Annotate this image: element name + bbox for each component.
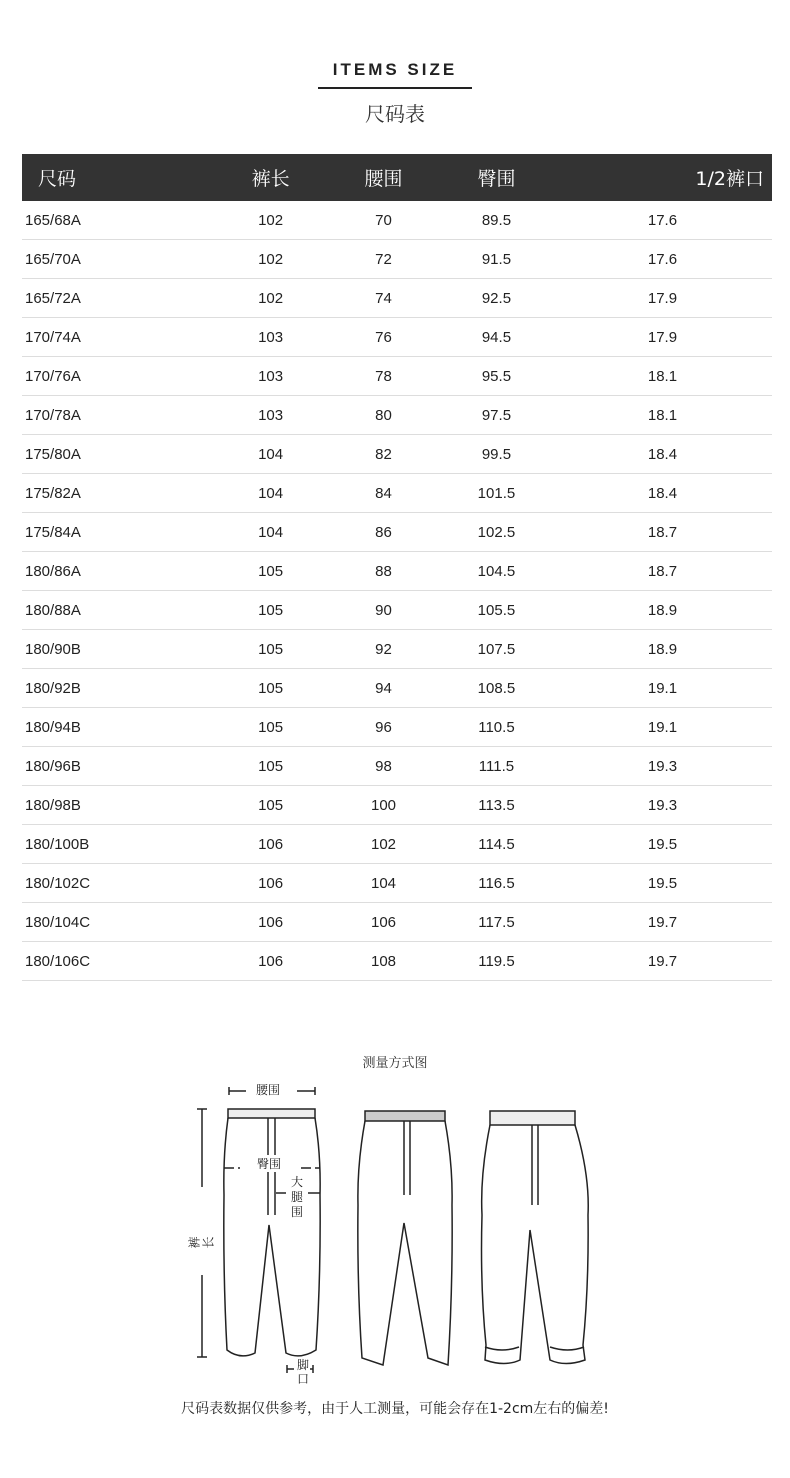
label-hem: 脚口: [297, 1358, 310, 1386]
table-cell: 74: [327, 279, 440, 318]
table-cell: 117.5: [440, 903, 553, 942]
diagram-title: 测量方式图: [362, 1056, 428, 1071]
table-cell: 18.9: [553, 630, 772, 669]
table-cell: 106: [214, 942, 327, 981]
col-size: 尺码: [38, 168, 77, 190]
table-row: [22, 864, 772, 903]
table-cell: 105: [214, 669, 327, 708]
table-cell: 92.5: [440, 279, 553, 318]
table-row: [22, 240, 772, 279]
table-cell: 97.5: [440, 396, 553, 435]
table-cell: 108: [327, 942, 440, 981]
col-hem: 1/2裤口: [695, 168, 764, 190]
table-cell: 95.5: [440, 357, 553, 396]
table-cell: 96: [327, 708, 440, 747]
table-row: [22, 942, 772, 981]
table-cell: 102: [214, 279, 327, 318]
table-cell: 19.3: [553, 747, 772, 786]
table-cell: 103: [214, 318, 327, 357]
table-cell: 17.9: [553, 279, 772, 318]
table-cell: 103: [214, 357, 327, 396]
table-cell: 180/96B: [22, 747, 214, 786]
pants-front: [358, 1111, 452, 1365]
table-cell: 180/92B: [22, 669, 214, 708]
table-cell: 105: [214, 630, 327, 669]
table-cell: 18.1: [553, 396, 772, 435]
col-hip: 臀围: [477, 168, 516, 190]
table-cell: 100: [327, 786, 440, 825]
title-en: ITEMS SIZE: [332, 60, 458, 79]
table-row: [22, 591, 772, 630]
table-row: [22, 201, 772, 240]
table-cell: 70: [327, 201, 440, 240]
pants-front-measured: [224, 1109, 320, 1373]
table-cell: 170/76A: [22, 357, 214, 396]
table-row: [22, 747, 772, 786]
table-cell: 104: [214, 474, 327, 513]
table-row: [22, 669, 772, 708]
col-length: 裤长: [251, 168, 290, 190]
table-cell: 19.1: [553, 708, 772, 747]
table-cell: 110.5: [440, 708, 553, 747]
table-cell: 18.1: [553, 357, 772, 396]
table-row: [22, 552, 772, 591]
label-thigh: 大腿围: [291, 1175, 304, 1219]
label-hip: 臀围: [257, 1157, 282, 1171]
table-cell: 72: [327, 240, 440, 279]
table-cell: 18.7: [553, 513, 772, 552]
table-cell: 105: [214, 786, 327, 825]
table-cell: 180/100B: [22, 825, 214, 864]
table-cell: 88: [327, 552, 440, 591]
table-cell: 82: [327, 435, 440, 474]
table-cell: 104: [327, 864, 440, 903]
table-cell: 180/102C: [22, 864, 214, 903]
table-cell: 105: [214, 591, 327, 630]
table-cell: 89.5: [440, 201, 553, 240]
table-cell: 101.5: [440, 474, 553, 513]
table-row: [22, 279, 772, 318]
table-cell: 106: [327, 903, 440, 942]
table-cell: 19.7: [553, 903, 772, 942]
table-row: [22, 903, 772, 942]
table-cell: 84: [327, 474, 440, 513]
table-cell: 18.4: [553, 435, 772, 474]
col-waist: 腰围: [364, 168, 403, 190]
title-divider: [318, 87, 472, 89]
table-cell: 180/106C: [22, 942, 214, 981]
table-cell: 105: [214, 747, 327, 786]
table-cell: 106: [214, 825, 327, 864]
table-cell: 175/80A: [22, 435, 214, 474]
table-cell: 19.5: [553, 864, 772, 903]
table-cell: 19.1: [553, 669, 772, 708]
table-cell: 119.5: [440, 942, 553, 981]
table-cell: 76: [327, 318, 440, 357]
table-cell: 105: [214, 552, 327, 591]
table-cell: 17.6: [553, 240, 772, 279]
table-row: [22, 513, 772, 552]
title-cn: 尺码表: [365, 102, 425, 126]
table-cell: 78: [327, 357, 440, 396]
pants-diagram: [180, 1075, 620, 1375]
table-cell: 165/70A: [22, 240, 214, 279]
table-cell: 105.5: [440, 591, 553, 630]
table-row: [22, 357, 772, 396]
table-cell: 102: [327, 825, 440, 864]
table-cell: 104: [214, 513, 327, 552]
length-arrow: [197, 1109, 207, 1357]
table-cell: 116.5: [440, 864, 553, 903]
pants-back: [482, 1111, 589, 1364]
table-cell: 91.5: [440, 240, 553, 279]
table-cell: 19.3: [553, 786, 772, 825]
table-cell: 92: [327, 630, 440, 669]
table-row: [22, 825, 772, 864]
table-cell: 102: [214, 201, 327, 240]
table-row: [22, 786, 772, 825]
table-row: [22, 396, 772, 435]
table-cell: 19.5: [553, 825, 772, 864]
table-cell: 106: [214, 903, 327, 942]
table-cell: 104.5: [440, 552, 553, 591]
table-row: [22, 708, 772, 747]
table-cell: 107.5: [440, 630, 553, 669]
table-row: [22, 435, 772, 474]
table-cell: 114.5: [440, 825, 553, 864]
table-cell: 98: [327, 747, 440, 786]
size-table: [22, 154, 772, 981]
table-cell: 180/90B: [22, 630, 214, 669]
table-header: [22, 154, 772, 201]
table-cell: 165/68A: [22, 201, 214, 240]
label-waist: 腰围: [256, 1083, 281, 1097]
table-cell: 180/94B: [22, 708, 214, 747]
table-cell: 180/104C: [22, 903, 214, 942]
table-cell: 175/84A: [22, 513, 214, 552]
table-row: [22, 318, 772, 357]
table-cell: 103: [214, 396, 327, 435]
table-cell: 102.5: [440, 513, 553, 552]
table-cell: 170/74A: [22, 318, 214, 357]
table-cell: 17.6: [553, 201, 772, 240]
table-cell: 113.5: [440, 786, 553, 825]
table-cell: 18.7: [553, 552, 772, 591]
table-cell: 165/72A: [22, 279, 214, 318]
table-cell: 102: [214, 240, 327, 279]
table-row: [22, 474, 772, 513]
table-cell: 180/88A: [22, 591, 214, 630]
table-cell: 94.5: [440, 318, 553, 357]
disclaimer-note: 尺码表数据仅供参考，由于人工测量，可能会存在1-2cm左右的偏差!: [181, 1401, 609, 1417]
label-length: 裤长: [187, 1236, 216, 1249]
table-cell: 94: [327, 669, 440, 708]
table-cell: 18.4: [553, 474, 772, 513]
table-cell: 80: [327, 396, 440, 435]
table-cell: 180/86A: [22, 552, 214, 591]
table-cell: 18.9: [553, 591, 772, 630]
table-cell: 17.9: [553, 318, 772, 357]
table-cell: 19.7: [553, 942, 772, 981]
table-cell: 108.5: [440, 669, 553, 708]
table-cell: 105: [214, 708, 327, 747]
table-cell: 175/82A: [22, 474, 214, 513]
table-row: [22, 630, 772, 669]
table-cell: 86: [327, 513, 440, 552]
table-cell: 104: [214, 435, 327, 474]
table-cell: 106: [214, 864, 327, 903]
table-cell: 170/78A: [22, 396, 214, 435]
table-cell: 90: [327, 591, 440, 630]
table-cell: 111.5: [440, 747, 553, 786]
table-cell: 180/98B: [22, 786, 214, 825]
table-cell: 99.5: [440, 435, 553, 474]
